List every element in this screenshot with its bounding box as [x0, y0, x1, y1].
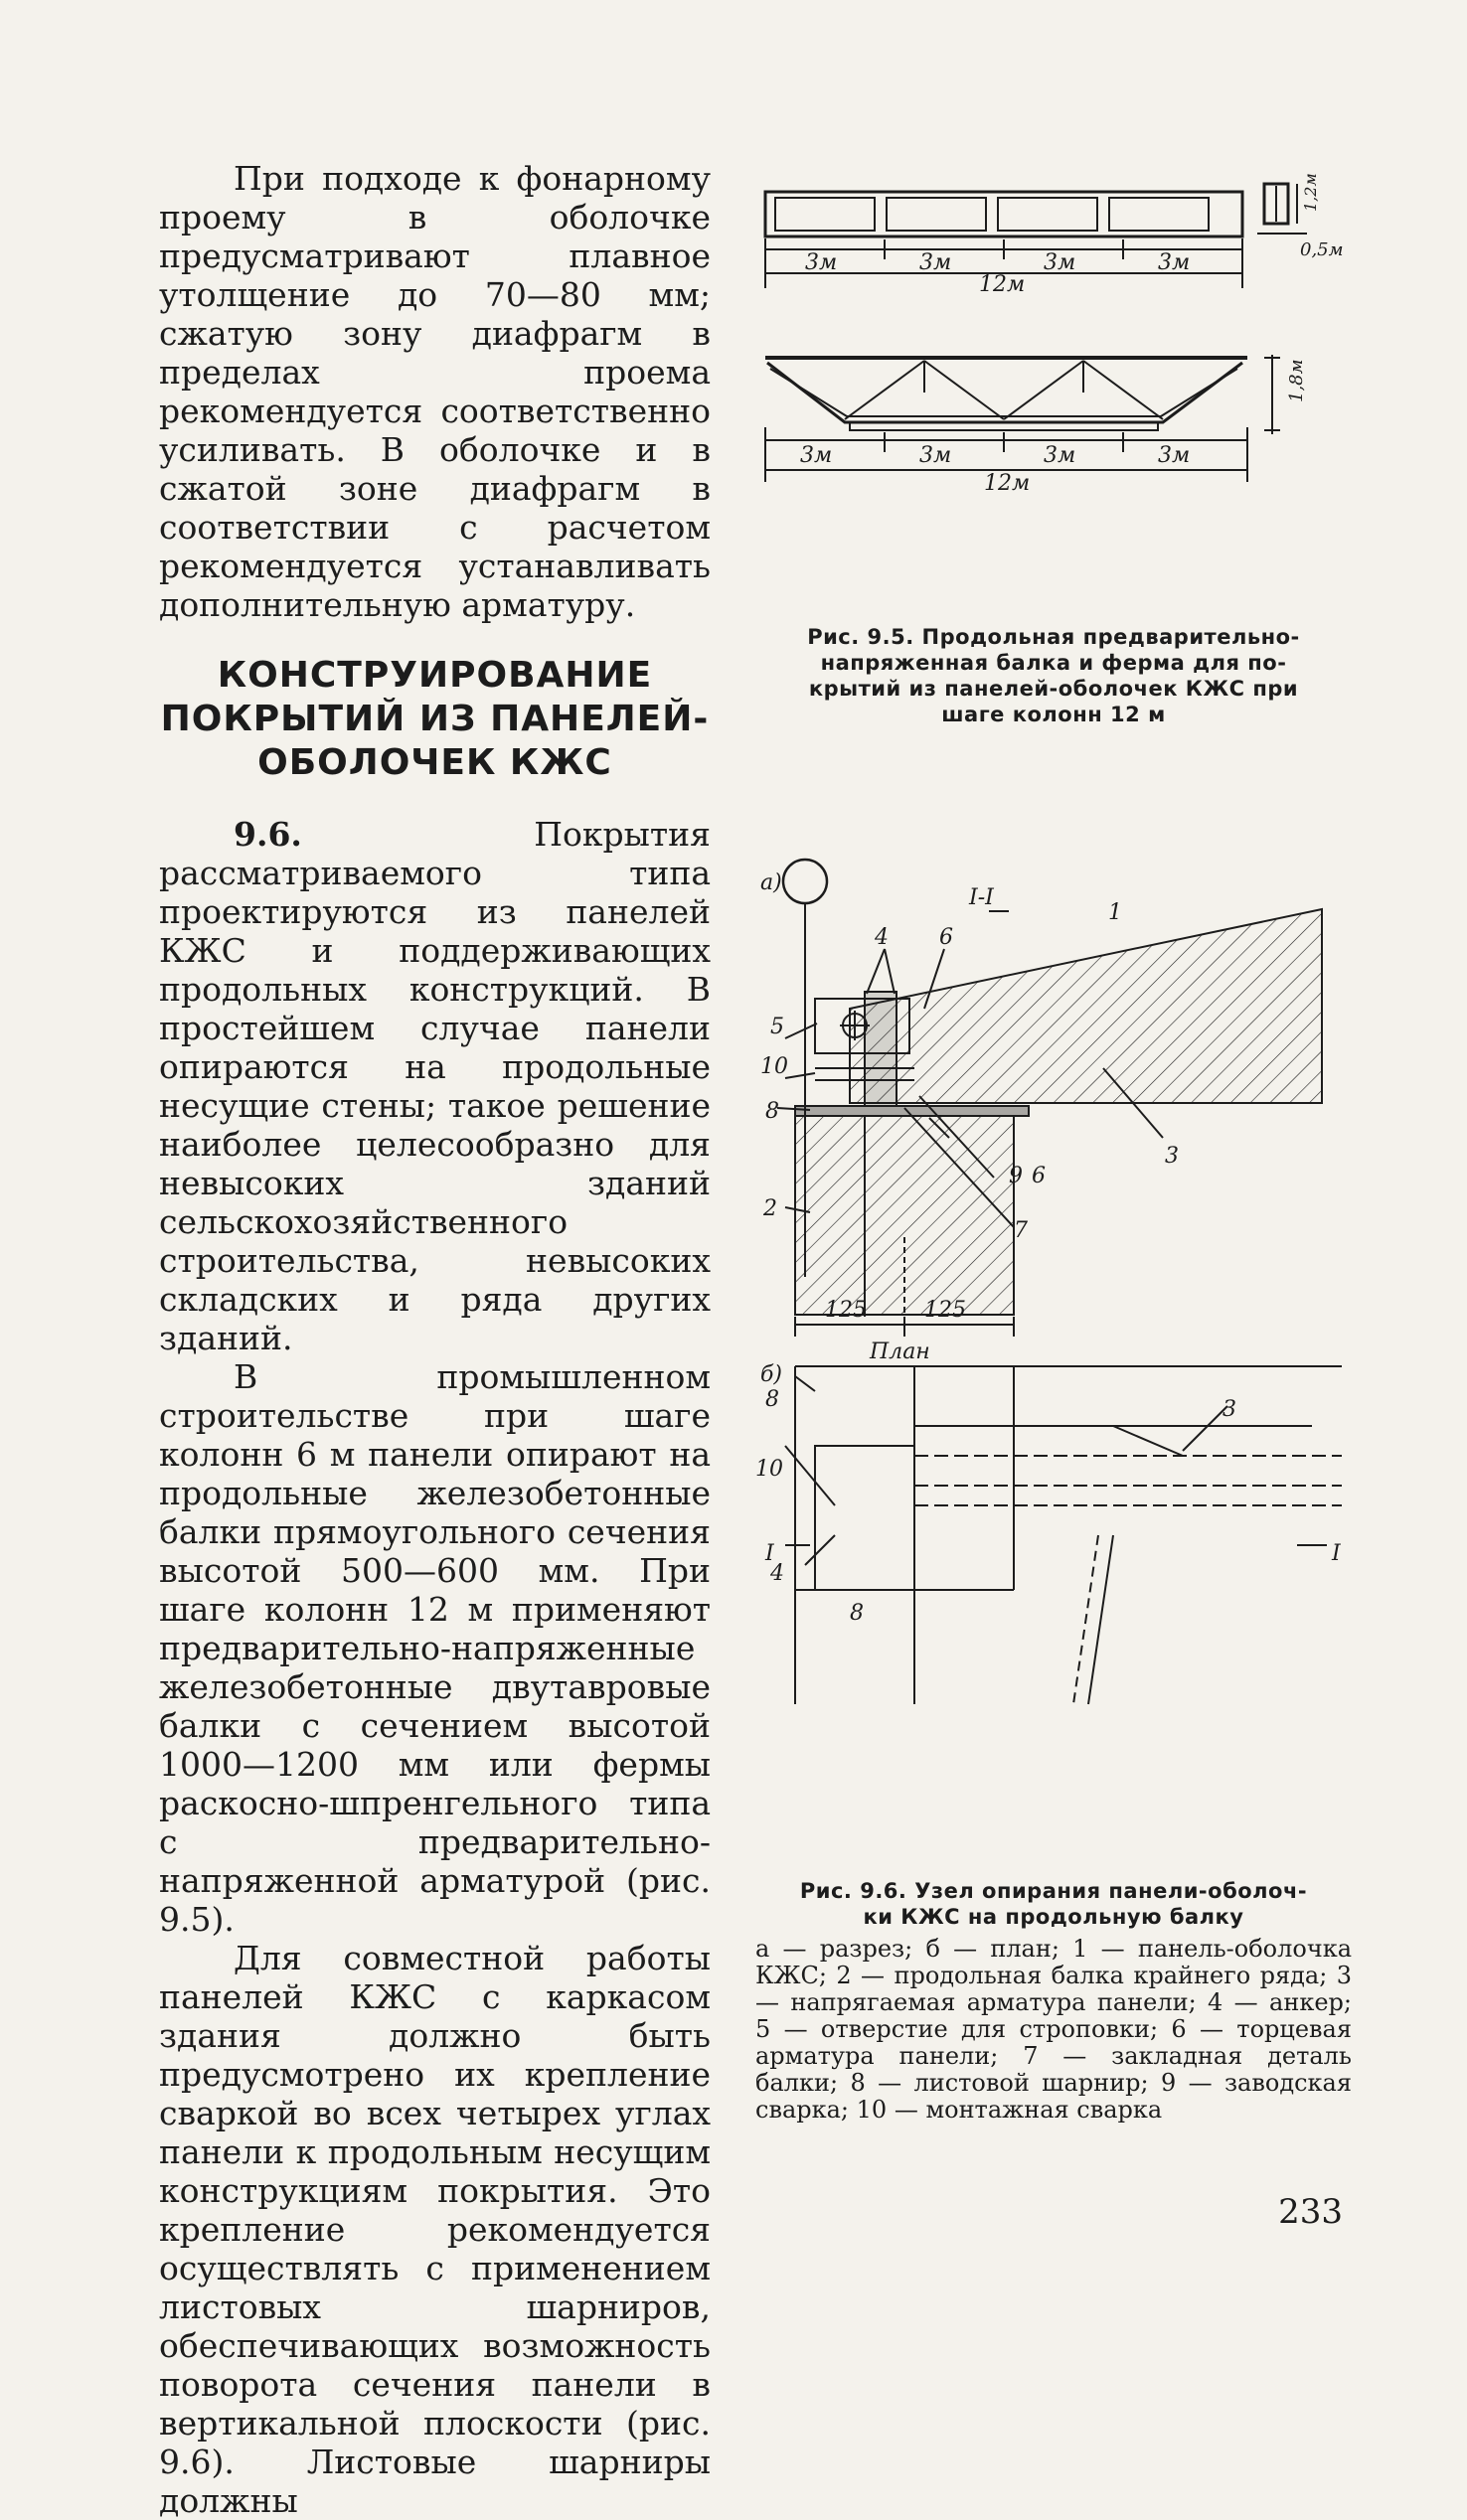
num-7: 7 [1014, 1218, 1028, 1243]
heading-line-1: КОНСТРУИРОВАНИЕ [217, 655, 653, 696]
paragraph-9-6-text: Покрытия рассматриваемого типа проектируются из панелей КЖС и поддерживающих продольных конструкций. В простейшем случае панели опираются на продольные несущие стены; такое решение наиболее целесообразно для невысоких зданий сельскохозяйственного строительства, невысоких складских и ряда других зданий. [159, 815, 711, 1357]
section-mark-right: I [1332, 1541, 1341, 1566]
left-column [159, 159, 711, 2520]
beam-dim-3m-4: 3м [1158, 250, 1191, 275]
figure-9-6-drawing [755, 850, 1352, 1714]
beam-dim-3m-1: 3м [805, 250, 838, 275]
caption-9-5-line-4: шаге колонн 12 м [941, 703, 1166, 726]
truss-dim-3m-3: 3м [1044, 443, 1076, 468]
num-3-plan: 3 [1222, 1397, 1236, 1422]
heading-line-3: ОБОЛОЧЕК КЖС [257, 742, 612, 783]
num-3-section: 3 [1165, 1144, 1179, 1169]
num-8-plan-top: 8 [765, 1387, 779, 1412]
num-6-bottom: 6 [1032, 1164, 1046, 1188]
truss-dim-1-8m: 1,8м [1286, 359, 1307, 402]
num-10-plan: 10 [755, 1457, 783, 1482]
paragraph-industrial: В промышленном строительстве при шаге колонн 6 м панели опирают на продольные железобетонные балки прямоугольного сечения высотой 500—600 мм. При шаге колонн 12 м применяют предварительно-напряженные железобетонные двутавровые балки с сечением высотой 1000—1200 мм или фермы раскосно-шпренгельного типа с предварительно-напряженной арматурой (рис. 9.5). [159, 1357, 711, 1939]
caption-9-6-line-1: Рис. 9.6. Узел опирания панели-оболоч- [799, 1879, 1308, 1903]
num-6-top: 6 [939, 925, 953, 950]
figure-9-5 [755, 174, 1352, 536]
section-heading [159, 654, 711, 785]
num-2: 2 [763, 1196, 777, 1221]
paragraph-9-6 [159, 815, 711, 1357]
beam-dim-3m-3: 3м [1044, 250, 1076, 275]
label-b: б) [760, 1362, 783, 1387]
truss-dim-3m-1: 3м [800, 443, 833, 468]
num-9: 9 [1009, 1164, 1023, 1188]
num-4-plan: 4 [770, 1561, 784, 1586]
num-8-plan-bottom: 8 [850, 1601, 864, 1626]
section-mark-left: I [765, 1541, 774, 1566]
dim-125-right: 125 [924, 1298, 966, 1323]
plan-label: План [870, 1339, 930, 1364]
num-8-section: 8 [765, 1099, 779, 1124]
caption-9-5-line-1: Рис. 9.5. Продольная предварительно- [807, 625, 1300, 649]
truss-dim-12m: 12м [984, 471, 1031, 496]
paragraph-number: 9.6. [234, 815, 302, 854]
beam-section-dim-1-2m: 1,2м [1301, 174, 1320, 212]
num-1: 1 [1108, 900, 1122, 925]
page-number: 233 [1278, 2192, 1343, 2232]
figure-9-6-caption [755, 1878, 1352, 2124]
num-4-section: 4 [875, 925, 889, 950]
caption-9-6-line-2: ки КЖС на продольную балку [863, 1905, 1244, 1929]
beam-dim-3m-2: 3м [919, 250, 952, 275]
num-10-section: 10 [760, 1054, 788, 1079]
figure-9-5-caption [755, 624, 1352, 727]
paragraph-intro: При подходе к фонарному проему в оболочке предусматривают плавное утолщение до 70—80 мм; сжатую зону диафрагм в пределах проема рекомендуется соответственно усиливать. В оболочке и в сжатой зоне диафрагм в соответствии с расчетом рекомендуется устанавливать дополнительную арматуру. [159, 159, 711, 624]
dim-125-left: 125 [825, 1298, 867, 1323]
paragraph-joint: Для совместной работы панелей КЖС с каркасом здания должно быть предусмотрено их крепление сваркой во всех четырех углах панели к продольным несущим конструкциям покрытия. Это крепление рекомендуется осуществлять с применением листовых шарниров, обеспечивающих возможность поворота сечения панели в вертикальной плоскости (рис. 9.6). Листовые шарниры должны [159, 1939, 711, 2520]
truss-dim-3m-4: 3м [1158, 443, 1191, 468]
caption-9-5-line-3: крытий из панелей-оболочек КЖС при [808, 677, 1299, 701]
heading-line-2: ПОКРЫТИЙ ИЗ ПАНЕЛЕЙ- [160, 699, 710, 739]
section-label: I-I [969, 885, 994, 910]
caption-9-5-line-2: напряженная балка и ферма для по- [820, 651, 1287, 675]
figure-9-5-drawing [755, 174, 1352, 532]
label-a: а) [760, 870, 782, 895]
truss-dim-3m-2: 3м [919, 443, 952, 468]
figure-9-6-legend: а — разрез; б — план; 1 — панель-оболочка КЖС; 2 — продольная балка крайнего ряда; 3 — напрягаемая арматура панели; 4 — анкер; 5 — отверстие для строповки; 6 — торцевая арматура панели; 7 — закладная деталь балки; 8 — листовой шарнир; 9 — заводская сварка; 10 — монтажная сварка [755, 1935, 1352, 2124]
beam-section-dim-0-5m: 0,5м [1300, 239, 1344, 260]
num-5: 5 [770, 1015, 784, 1039]
figure-9-6 [755, 850, 1352, 1718]
beam-dim-12m: 12м [979, 272, 1026, 297]
